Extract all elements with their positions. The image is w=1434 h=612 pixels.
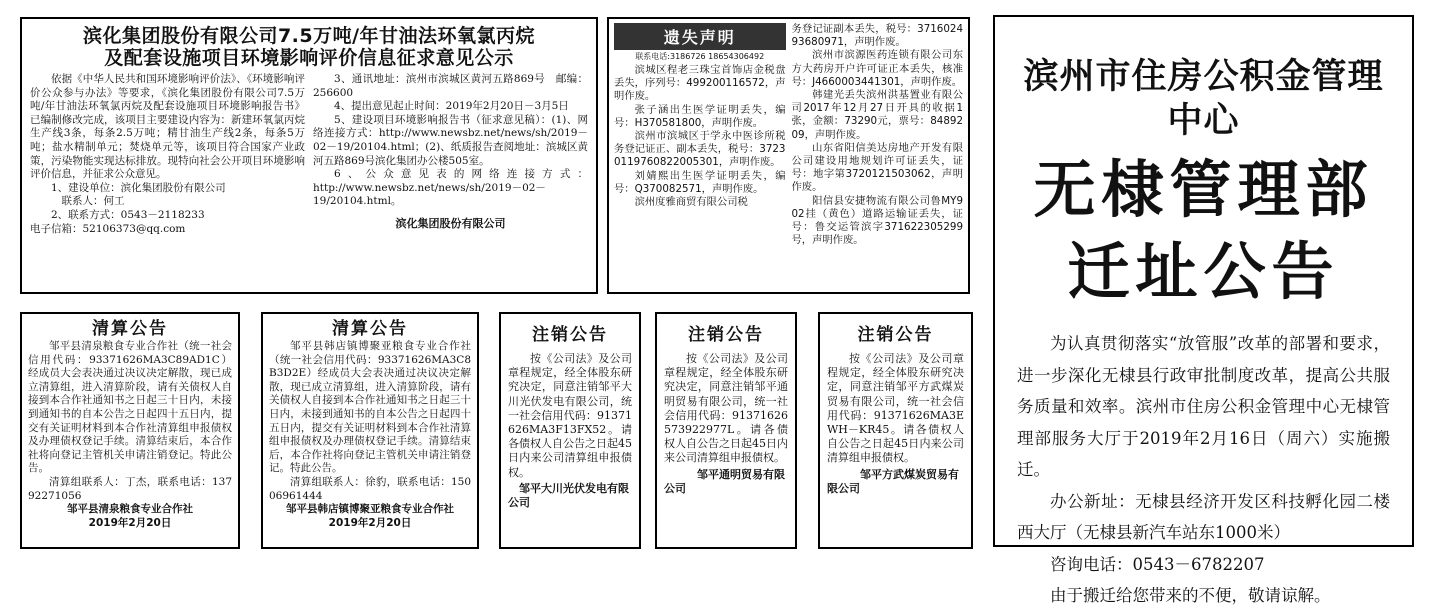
lost-item: 滨州度雅商贸有限公司税: [634, 196, 748, 209]
lost-notices: [607, 17, 970, 294]
lost-item: 刘婧熙出生医学证明丢失，编号：Q370082571，声明作废。: [614, 169, 786, 195]
eia-notice-report: 5、建设项目环境影响报告书（征求意见稿）：(1)、网络连接方式：http://www.newsbz.net/news/sh/2019－02－19/20104.html；(2)、纸质报告查阅地址：滨城区黄河五路869号滨化集团办公楼505室。: [313, 113, 588, 167]
relocation-paragraph: 为认真贯彻落实“放管服”改革的部署和要求，进一步深化无棣县行政审批制度改革，提高公共服务质量和效率。滨州市住房公积金管理中心无棣管理部服务大厅于2019年2月16日（周六）实施搬迁。: [1017, 334, 1390, 479]
liquidation-contact: 清算组联系人：徐豹，联系电话：15006961444: [269, 475, 471, 502]
relocation-title-line1: 无棣管理部: [1033, 153, 1374, 226]
cancellation-body: 按《公司法》及公司章程规定，经全体股东研究决定，同意注销邹平方武煤炭贸易有限公司，统一社会信用代码：91371626MA3EWH－KR45。请各债权人自公告之日起45日内来公司清算组申报债权。: [827, 352, 964, 465]
lost-item: 韩建光丢失滨州洪基置业有限公司2017年12月27日开具的收据1张，金额：73290元，票号：8489209，声明作废。: [791, 89, 963, 141]
liquidation-body: 邹平县韩店镇博聚亚粮食专业合作社（统一社会信用代码：93371626MA3C8B3D2E）经成员大会表决通过决议决定解散，现已成立清算组，进入清算阶段，请有关债权人自接到本合作社通知书之日起三十日内，未接到通知书的自本公告之日起四十五日内，提交有关证明材料到本合作社清算组申报债权及办理债权登记手续。清算结束后，本合作社将向登记主管机关申请注销登记。特此公告。: [269, 340, 471, 475]
relocation-notice: [993, 15, 1414, 605]
cancellation-body: 按《公司法》及公司章程规定，经全体股东研究决定，同意注销邹平大川光伏发电有限公司，统一社会信用代码：91371626MA3F13FX52。请各债权人自公告之日起45日内来公司清算组申报债权。: [508, 352, 632, 479]
lost-item: 滨州市滨源医药连锁有限公司东方大药房开户许可证正本丢失，核准号：J4660003441301，声明作废。: [791, 49, 963, 88]
eia-notice-period: 4、提出意见起止时间：2019年2月20日－3月5日: [334, 100, 569, 113]
cancellation-notice-1: [499, 312, 641, 549]
cancellation-title: 注销公告: [688, 325, 764, 345]
eia-notice-title-line1: 滨化集团股份有限公司7.5万吨/年甘油法环氧氯丙烷: [82, 25, 536, 47]
relocation-org: 滨州市住房公积金管理中心: [1023, 57, 1384, 141]
eia-notice-phone: 2、联系方式：0543－2118233: [51, 208, 205, 221]
lost-item: 滨城区程老三珠宝首饰店金税盘丢失，序列号：499200116572，声明作废。: [614, 64, 786, 103]
liquidation-date: 2019年2月20日: [328, 516, 412, 529]
cancellation-body: 按《公司法》及公司章程规定，经全体股东研究决定，同意注销邹平通明贸易有限公司，统一社会信用代码：91371626573922977L。请各债权人自公告之日起45日内来公司清算组申报债权。: [664, 352, 788, 465]
lost-item: 务登记证副本丢失，税号：371602493680971，声明作废。: [791, 23, 963, 49]
eia-notice-title-line2: 及配套设施项目环境影响评价信息征求意见公示: [104, 47, 514, 69]
relocation-phone: 咨询电话：0543－6782207: [1050, 554, 1265, 574]
cancellation-notice-3: [818, 312, 973, 549]
cancellation-title: 注销公告: [857, 325, 934, 345]
lost-notices-title: 遗失声明: [614, 23, 786, 50]
cancellation-signature: 邹平方武煤炭贸易有限公司: [827, 467, 959, 495]
liquidation-body: 邹平县清泉粮食专业合作社（统一社会信用代码：93371626MA3C89AD1C）经成员大会表决通过决议决定解散，现已成立清算组，进入清算阶段，请有关债权人自接到本合作社通知书之日起三十日内，未接到通知书的自本公告之日起四十五日内，提交有关证明材料到本合作社清算组申报债权及办理债权登记手续。清算结束后，本合作社将向登记主管机关申请注销登记。特此公告。: [28, 340, 232, 475]
liquidation-signature: 邹平县清泉粮食专业合作社: [67, 503, 193, 516]
relocation-address: 办公新址：无棣县经济开发区科技孵化园二楼西大厅（无棣县新汽车站东1000米）: [1017, 491, 1390, 542]
lost-notices-phone: 联系电话:3186726 18654306492: [635, 52, 765, 61]
lost-item: 山东省阳信美达房地产开发有限公司建设用地规划许可证丢失，证号：地字第3720121503062，声明作废。: [791, 141, 963, 194]
cancellation-title: 注销公告: [532, 325, 608, 345]
liquidation-notice-2: [261, 312, 479, 549]
liquidation-signature: 邹平县韩店镇博聚亚粮食专业合作社: [286, 503, 454, 516]
lost-item: 滨州市滨城区于学永中医诊所税务登记证正、副本丢失，税号：372301197608220053​01，声明作废。: [614, 130, 786, 169]
cancellation-signature: 邹平通明贸易有限公司: [664, 467, 785, 495]
cancellation-signature: 邹平大川光伏发电有限公司: [508, 481, 629, 510]
eia-notice-paragraph: 依据《中华人民共和国环境影响评价法》、《环境影响评价公众参与办法》等要求，《滨化集团股份有限公司7.5万吨/年甘油法环氧氯丙烷及配套设施项目环境影响报告书》已编制修改完成，该项目主要建设内容为：新建环氧氯丙烷生产线3条，每条2.5万吨；精甘油生产线2条，每条5万吨；盐水精制单元；焚烧单元等，该项目符合国家产业政策，污染物能实现达标排放。现特向社会公开项目环境影响评价信息，并征求公众意见。: [30, 73, 305, 181]
liquidation-notice-1: [20, 312, 240, 549]
eia-notice: [20, 17, 598, 294]
liquidation-date: 2019年2月20日: [88, 516, 172, 529]
liquidation-title: 清算公告: [92, 319, 168, 339]
eia-notice-address: 3、通讯地址：滨州市滨城区黄河五路869号 邮编：256600: [313, 73, 588, 99]
relocation-apology: 由于搬迁给您带来的不便，敬请谅解。: [1050, 586, 1331, 605]
eia-notice-opinion-link: 6、公众意见表的网络连接方式：http://www.newsbz.net/news/sh/2019－02－19/20104.html。: [313, 168, 588, 208]
liquidation-contact: 清算组联系人：丁杰，联系电话：13792271056: [28, 475, 232, 502]
eia-notice-contact: 联系人：何工: [61, 195, 125, 208]
eia-notice-email: 电子信箱：52106373@qq.com: [30, 222, 186, 235]
relocation-title-line2: 迁址公告: [1067, 235, 1340, 308]
eia-notice-builder: 1、建设单位：滨化集团股份有限公司: [51, 181, 226, 194]
eia-notice-signature: 滨化集团股份有限公司: [395, 216, 506, 230]
liquidation-title: 清算公告: [332, 319, 408, 339]
cancellation-notice-2: [655, 312, 797, 549]
lost-item: 阳信县安捷物流有限公司鲁MY902挂（黄色）道路运输证丢失，证号：鲁交运管滨字371622305299号，声明作废。: [791, 194, 963, 247]
lost-item: 张子涵出生医学证明丢失，编号：H370581800，声明作废。: [614, 103, 786, 129]
